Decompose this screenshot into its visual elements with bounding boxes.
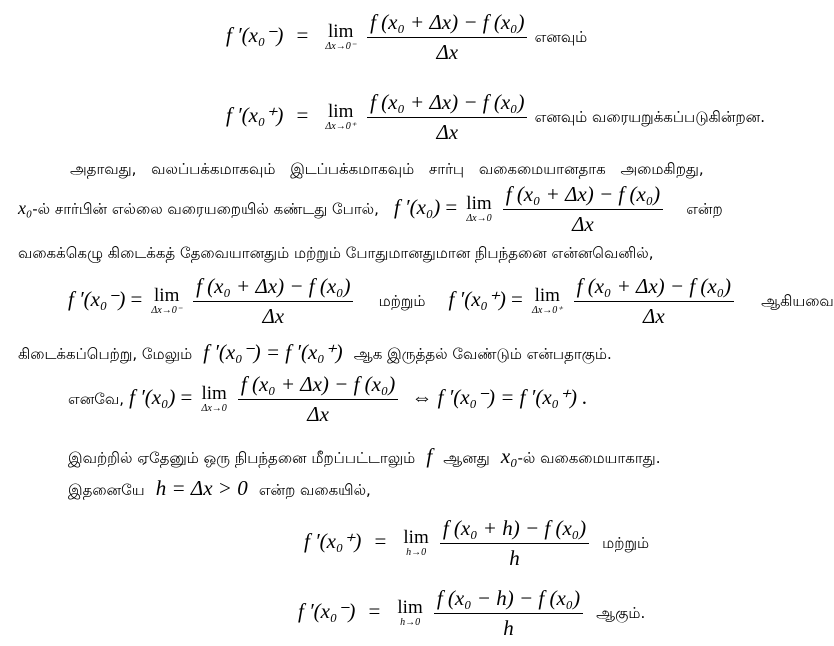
connector-text: ஆகியவை: [761, 292, 834, 310]
right-derivative-symbol: f ′(x₀⁺): [226, 103, 284, 127]
difference-quotient: $\frac{\text{f (x₀ + Δx) − f (x₀)}}{\Delta x}$: [574, 274, 734, 329]
equals-sign: =: [374, 529, 387, 553]
difference-quotient: $\frac{\text{f (x₀ + Δx) − f (x₀)}}{\Delta x}$: [367, 10, 527, 65]
equals-sign: =: [296, 103, 309, 127]
equals-sign: =: [368, 599, 381, 623]
paragraph-text: கிடைக்கப்பெற்று, மேலும்: [18, 345, 193, 363]
left-derivative-symbol: f ′(x₀⁻): [68, 287, 126, 311]
paragraph-text: என்ற: [686, 200, 723, 218]
limit-operator: lim Δx→0: [201, 383, 227, 414]
paragraph-text: இவற்றில் ஏதேனும் ஒரு நிபந்தனை மீறப்பட்டாலும்: [68, 449, 416, 467]
difference-quotient: $\frac{\text{f (x₀ + Δx) − f (x₀)}}{\Delta x}$: [367, 90, 527, 145]
paragraph-text: ஆக இருத்தல் வேண்டும் என்பதாகும்.: [353, 345, 612, 363]
equals-sign: =: [296, 23, 309, 47]
derivative-symbol: f ′(x₀): [129, 385, 176, 409]
equation-right-derivative: [226, 90, 765, 145]
x0-symbol: x₀: [500, 444, 518, 468]
equation-h-right: [304, 516, 649, 571]
equation-one-sided-limits: [68, 274, 834, 329]
limit-operator: lim h→0: [403, 527, 429, 558]
connector-text: மற்றும்: [378, 292, 426, 310]
right-derivative-symbol: f ′(x₀⁺): [304, 529, 362, 553]
derivative-symbol: f ′(x₀): [393, 195, 441, 219]
paragraph-text: -ல் சார்பின் எல்லை வரையறையில் கண்டது போல்,: [32, 200, 379, 218]
left-derivative-symbol: f ′(x₀⁻): [226, 23, 284, 47]
equation-h-left: [298, 586, 645, 641]
limit-operator: lim Δx→0⁺: [325, 101, 356, 132]
equation-left-derivative: [226, 10, 587, 65]
paragraph-text: என்ற வகையில்,: [258, 481, 371, 499]
paragraph-line-with-formula: [68, 444, 660, 469]
difference-quotient: $\frac{\text{f (x₀ + Δx) − f (x₀)}}{\Delta x}$: [238, 372, 398, 427]
limit-operator: lim Δx→0⁺: [531, 285, 563, 316]
left-derivative-symbol: f ′(x₀⁻): [298, 599, 356, 623]
thus-text: எனவே,: [68, 390, 125, 408]
paragraph-line: வகைக்கெழு கிடைக்கத் தேவையானதும் மற்றும் போதுமானதுமான நிபந்தனை என்னவெனில்,: [18, 244, 654, 262]
limit-operator: lim Δx→0⁻: [151, 285, 182, 316]
paragraph-text: ஆனது: [443, 449, 490, 467]
paragraph-line-with-formula: [18, 182, 723, 237]
paragraph-line-with-formula: [18, 340, 612, 365]
f-symbol: f: [426, 444, 433, 468]
equals-sign: =: [180, 385, 193, 409]
equals-sign: =: [130, 287, 143, 311]
difference-quotient: $\frac{\text{f (x₀ + Δx) − f (x₀)}}{\Delta x}$: [193, 274, 353, 329]
limit-operator: lim Δx→0⁻: [325, 21, 356, 52]
h-quotient: $\frac{\text{f (x₀ + h) − f (x₀)}}{h}$: [440, 516, 589, 571]
iff-expression: ⇔ f ′(x₀⁻) = f ′(x₀⁺) .: [411, 385, 588, 409]
paragraph-text: இதனையே: [68, 481, 145, 499]
equals-sign: =: [511, 287, 523, 311]
limit-operator: lim h→0: [397, 597, 423, 628]
paragraph-line-with-formula: [68, 476, 371, 501]
x0-symbol: x₀: [18, 198, 33, 218]
equals-sign: =: [445, 195, 458, 219]
connector-text: ஆகும்.: [596, 604, 646, 622]
h-quotient: $\frac{\text{f (x₀ − h) − f (x₀)}}{h}$: [434, 586, 583, 641]
text-suffix: எனவும்: [534, 28, 588, 46]
h-definition: h = Δx > 0: [155, 476, 248, 500]
equality-expression: f ′(x₀⁻) = f ′(x₀⁺): [203, 340, 343, 364]
limit-operator: lim Δx→0: [466, 193, 492, 224]
paragraph-text: -ல் வகைமையாகாது.: [517, 449, 661, 467]
equation-iff: [68, 372, 588, 427]
right-derivative-symbol: f ′(x₀⁺): [448, 287, 506, 311]
text-suffix: எனவும் வரையறுக்கப்படுகின்றன.: [534, 108, 765, 126]
connector-text: மற்றும்: [602, 534, 650, 552]
paragraph-line: அதாவது, வலப்பக்கமாகவும் இடப்பக்கமாகவும் சார்பு வகைமையானதாக அமைகிறது,: [70, 160, 704, 178]
difference-quotient: $\frac{\text{f (x₀ + Δx) − f (x₀)}}{\Delta x}$: [503, 182, 663, 237]
